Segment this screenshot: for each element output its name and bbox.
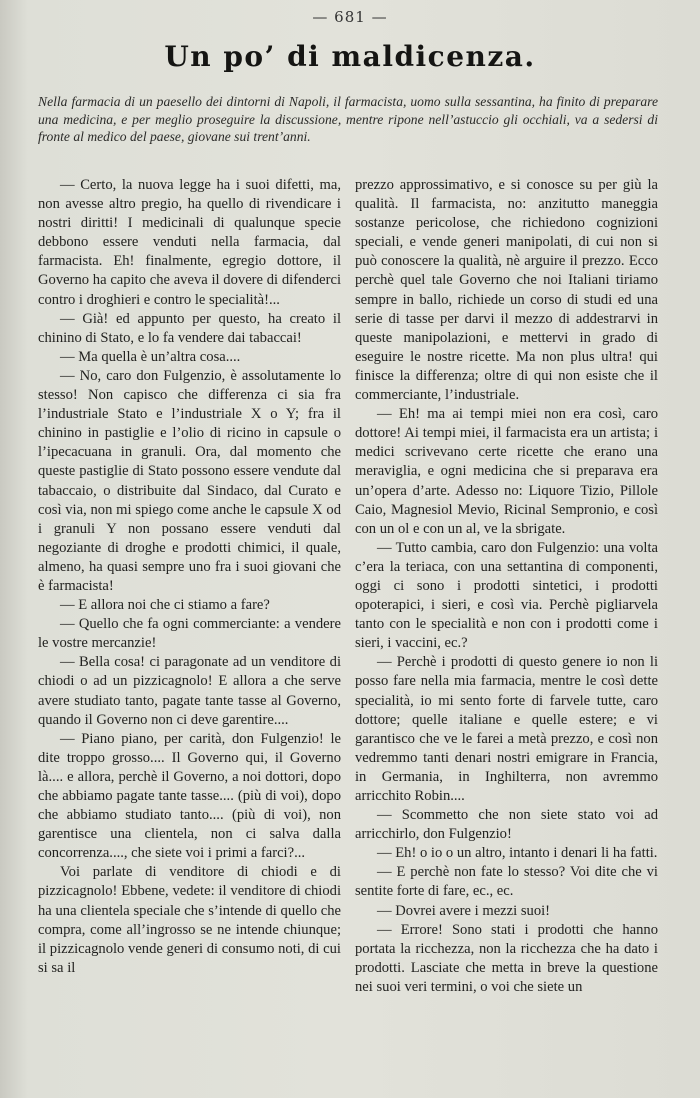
paragraph: — Bella cosa! ci paragonate ad un venditore di chiodi o ad un pizzicagnolo! E allora a che serve avere studiato tanto, pagate tante tasse al Governo, quando il Governo non ci deve garentire.... bbox=[38, 654, 341, 728]
left-column bbox=[38, 176, 341, 978]
right-column bbox=[355, 176, 658, 997]
paragraph: — E allora noi che ci stiamo a fare? bbox=[60, 597, 270, 614]
paragraph: Voi parlate di venditore di chiodi e di pizzicagnolo! Ebbene, vedete: il venditore di chiodi ha una clientela speciale che s’intende di quello che compra, come all’ingrosso se ne intende chiunque; il pizzicagnolo vende generi di consumo noti, di cui si sa il bbox=[38, 864, 341, 976]
paragraph: — Ma quella è un’altra cosa.... bbox=[60, 348, 241, 365]
paragraph: — Già! ed appunto per questo, ha creato il chinino di Stato, e lo fa vendere dai tabaccai! bbox=[38, 310, 341, 346]
paragraph: — E perchè non fate lo stesso? Voi dite che vi sentite forte di fare, ec., ec. bbox=[355, 864, 658, 900]
page-number: — 681 — bbox=[312, 8, 388, 26]
paragraph-continued: prezzo approssimativo, e si conosce su per giù la qualità. Il farmacista, no: anzitutto maneggia sostanze pericolose, che richiedono cognizioni speciali, e vende generi manipolati, di cui non si può conoscere la qualità, nè arguire il prezzo. Ecco perchè quel tale Governo che noi Italiani tiriamo sempre in ballo, richiede un corso di studi ed una serie di tasse per darvi il mezzo di addestrarvi in queste manipolazioni, e mettervi in grado di eseguire le nostre ricette. Ma non plus ultra! qui finisce la differenza; oltre di qui non esiste che il commerciante, l’industriale. bbox=[355, 177, 658, 404]
paragraph: — Perchè i prodotti di questo genere io non li posso fare nella mia farmacia, mentre le così dette specialità, io mi sento forte di farvele tutte, caro dottore; quelle italiane e quelle estere; e vi garantisco che ve le farei a metà prezzo, e così non vedremmo tanti denari nostri emigrare in Francia, in Germania, in Inghilterra, non avremmo arricchito Robin.... bbox=[355, 654, 658, 804]
paragraph: — No, caro don Fulgenzio, è assolutamente lo stesso! Non capisco che differenza ci sia fra l’industriale Stato e l’industriale X o Y; fra il chinino in pastiglie e l’olio di ricino in capsule o l’ipecacuana in granuli. Ora, dal momento che queste pastiglie di Stato possono essere vendute dal tabaccaio, o distribuite dal Sindaco, dal Curato e così via, non mi spiego come anche le capsule X od i granuli Y non possano essere venduti dal negoziante di droghe e prodotti chimici, il quale, almeno, ha quasi sempre uno fra i suoi giovani che è farmacista! bbox=[38, 367, 341, 594]
paragraph: — Quello che fa ogni commerciante: a vendere le vostre mercanzie! bbox=[38, 616, 341, 652]
intro-paragraph: Nella farmacia di un paesello dei dintorni di Napoli, il farmacista, uomo sulla sessantina, ha finito di preparare una medicina, e per meglio proseguire la discussione, mentre ripone nell’astuccio gli occhiali, va a sedersi di fronte al medico del paese, giovane sui trent’anni. bbox=[38, 94, 658, 144]
paragraph: — Certo, la nuova legge ha i suoi difetti, ma, non avesse altro pregio, ha quello di rivendicare i nostri diritti! I medicinali di qualunque specie debbono essere venduti nella farmacia, dal farmacista. Eh! finalmente, egregio dottore, il Governo ha capito che aveva il dovere di difenderci contro i droghieri e contro le specialità!... bbox=[38, 177, 341, 308]
paragraph: — Eh! ma ai tempi miei non era così, caro dottore! Ai tempi miei, il farmacista era un artista; i medici scrivevano certe ricette che erano una meraviglia, e ogni medicina che si preparava era un’opera d’arte. Adesso no: Liquore Tizio, Pillole Caio, Magnesiol Mevio, Ricinal Sempronio, e così con un ol e con un al, ve la sbrigate. bbox=[355, 406, 658, 537]
paragraph: — Errore! Sono stati i prodotti che hanno portata la ricchezza, non la ricchezza che ha dato i prodotti. Lasciate che metta in breve la questione nei suoi veri termini, o voi che siete un bbox=[355, 921, 658, 995]
article-title: Un po’ di maldicenza. bbox=[164, 40, 536, 73]
paragraph: — Eh! o io o un altro, intanto i denari li ha fatti. bbox=[377, 845, 658, 862]
paragraph: — Tutto cambia, caro don Fulgenzio: una volta c’era la teriaca, con una settantina di componenti, oggi ci sono i prodotti sintetici, i prodotti opoterapici, i sieri, e così via. Perchè pigliarvela tanto con le specialità e non con i prodotti come i sieri, i vaccini, ec.? bbox=[355, 539, 658, 652]
paragraph: — Piano piano, per carità, don Fulgenzio! le dite troppo grosso.... Il Governo qui, il Governo là.... e allora, perchè il Governo, a noi dottori, dopo che abbiamo pagate tante tasse.... (più di voi), dopo che abbiamo studiato tanto.... (più di voi), non garentisce una clientela, non ci salva dalla concorrenza...., che siete voi i primi a farci?... bbox=[38, 730, 341, 862]
paragraph: — Scommetto che non siete stato voi ad arricchirlo, don Fulgenzio! bbox=[355, 807, 658, 843]
paragraph: — Dovrei avere i mezzi suoi! bbox=[377, 902, 551, 919]
